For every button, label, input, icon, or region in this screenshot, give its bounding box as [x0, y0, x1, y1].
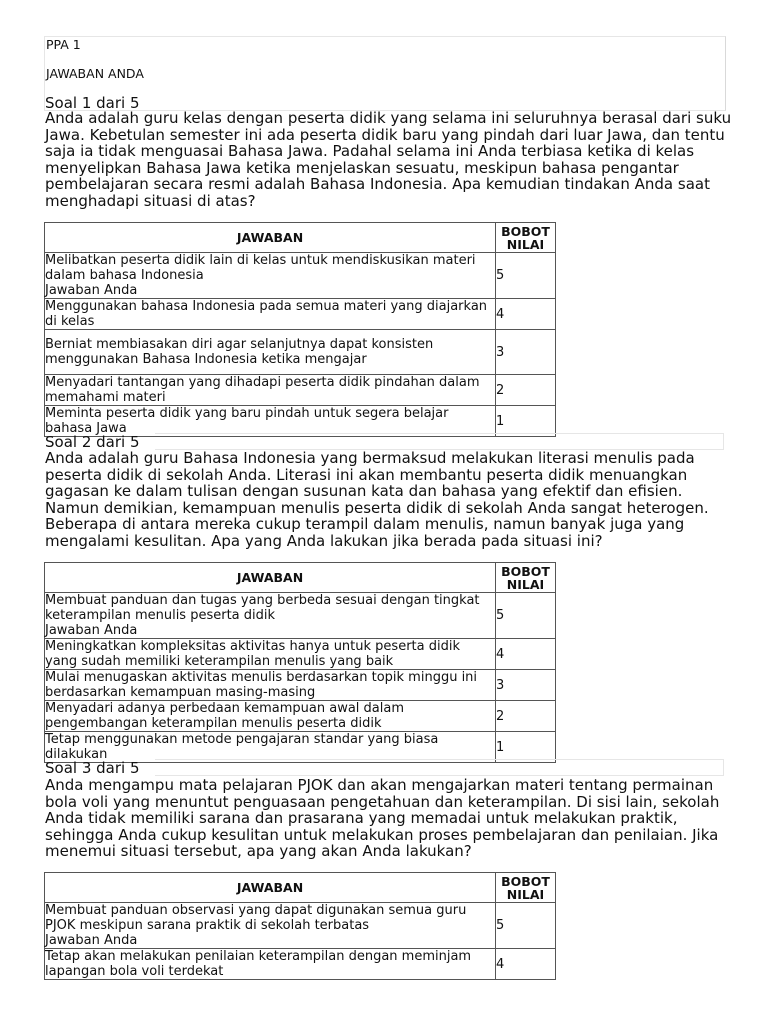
- option-text: Meningkatkan kompleksitas aktivitas hanya untuk peserta didik yang sudah memiliki keterampilan menulis yang baik: [45, 639, 496, 670]
- col-header-answer: JAWABAN: [45, 223, 496, 253]
- option-text: Melibatkan peserta didik lain di kelas untuk mendiskusikan materi dalam bahasa Indonesia Jawaban Anda: [45, 253, 496, 299]
- table-row: [45, 701, 556, 732]
- col-header-answer: JAWABAN: [45, 563, 496, 593]
- option-score: 5: [496, 593, 556, 639]
- question-label: Soal 3 dari 5: [45, 759, 140, 777]
- option-score: 4: [496, 949, 556, 980]
- option-text: Menggunakan bahasa Indonesia pada semua materi yang diajarkan di kelas: [45, 299, 496, 330]
- col-header-answer: JAWABAN: [45, 873, 496, 903]
- option-score: 5: [496, 253, 556, 299]
- table-row: [45, 253, 556, 299]
- question-label: Soal 1 dari 5: [45, 94, 140, 112]
- answer-table: [44, 872, 556, 980]
- option-text: Membuat panduan observasi yang dapat digunakan semua guru PJOK meskipun sarana praktik di sekolah terbatas Jawaban Anda: [45, 903, 496, 949]
- option-text: Menyadari tantangan yang dihadapi peserta didik pindahan dalam memahami materi: [45, 375, 496, 406]
- col-header-score: BOBOT NILAI: [496, 223, 556, 253]
- selected-answer-note: Jawaban Anda: [45, 283, 138, 298]
- option-score: 2: [496, 701, 556, 732]
- option-text: Tetap akan melakukan penilaian keterampilan dengan meminjam lapangan bola voli terdekat: [45, 949, 496, 980]
- question-label-bar: [155, 759, 724, 776]
- question-label: Soal 2 dari 5: [45, 433, 140, 451]
- option-text: Menyadari adanya perbedaan kemampuan awal dalam pengembangan keterampilan menulis peserta didik: [45, 701, 496, 732]
- option-text: Mulai menugaskan aktivitas menulis berdasarkan topik minggu ini berdasarkan kemampuan masing-masing: [45, 670, 496, 701]
- option-score: 3: [496, 670, 556, 701]
- option-score: 4: [496, 639, 556, 670]
- question-text: Anda adalah guru kelas dengan peserta didik yang selama ini seluruhnya berasal dari suku Jawa. Kebetulan semester ini ada peserta didik baru yang pindah dari luar Jawa, dan tentu saja ia tidak menguasai Bahasa Jawa. Padahal selama ini Anda terbiasa ketika di kelas menyelipkan Bahasa Jawa ketika menjelaskan sesuatu, meskipun bahasa pengantar pembelajaran secara resmi adalah Bahasa Indonesia. Apa kemudian tindakan Anda saat menghadapi situasi di atas?: [45, 109, 732, 210]
- option-text: Membuat panduan dan tugas yang berbeda sesuai dengan tingkat keterampilan menulis peserta didik Jawaban Anda: [45, 593, 496, 639]
- option-score: 2: [496, 375, 556, 406]
- page-subtitle: JAWABAN ANDA: [46, 66, 144, 81]
- table-row: [45, 639, 556, 670]
- option-score: 1: [496, 406, 556, 437]
- table-row: [45, 593, 556, 639]
- question-text: Anda adalah guru Bahasa Indonesia yang bermaksud melakukan literasi menulis pada peserta didik di sekolah Anda. Literasi ini akan membantu peserta didik menuangkan gagasan ke dalam tulisan dengan susunan kata dan bahasa yang efektif dan efisien. Namun demikian, kemampuan menulis peserta didik di sekolah Anda sangat heterogen. Beberapa di antara mereka cukup terampil dalam menulis, namun banyak juga yang mengalami kesulitan. Apa yang Anda lakukan jika berada pada situasi ini?: [45, 449, 709, 550]
- option-text: Berniat membiasakan diri agar selanjutnya dapat konsisten menggunakan Bahasa Indonesia ketika mengajar: [45, 330, 496, 375]
- answer-table: [44, 222, 556, 437]
- selected-answer-note: Jawaban Anda: [45, 623, 138, 638]
- table-row: [45, 299, 556, 330]
- col-header-score: BOBOT NILAI: [496, 873, 556, 903]
- table-row: [45, 375, 556, 406]
- option-score: 5: [496, 903, 556, 949]
- option-score: 1: [496, 732, 556, 763]
- question-label-bar: [155, 433, 724, 450]
- option-text: Meminta peserta didik yang baru pindah untuk segera belajar bahasa Jawa: [45, 406, 496, 437]
- selected-answer-note: Jawaban Anda: [45, 933, 138, 948]
- table-row: [45, 670, 556, 701]
- option-text: Tetap menggunakan metode pengajaran standar yang biasa dilakukan: [45, 732, 496, 763]
- option-score: 4: [496, 299, 556, 330]
- table-row: [45, 330, 556, 375]
- answer-table: [44, 562, 556, 763]
- table-row: [45, 949, 556, 980]
- header-box: [44, 36, 726, 111]
- option-score: 3: [496, 330, 556, 375]
- page-title: PPA 1: [46, 37, 81, 52]
- table-row: [45, 732, 556, 763]
- question-text: Anda mengampu mata pelajaran PJOK dan akan mengajarkan materi tentang permainan bola voli yang menuntut penguasaan pengetahuan dan keterampilan. Di sisi lain, sekolah Anda tidak memiliki sarana dan prasarana yang memadai untuk melakukan praktik, sehingga Anda cukup kesulitan untuk melakukan proses pembelajaran dan penilaian. Jika menemui situasi tersebut, apa yang akan Anda lakukan?: [45, 776, 720, 861]
- table-row: [45, 903, 556, 949]
- table-row: [45, 406, 556, 437]
- col-header-score: BOBOT NILAI: [496, 563, 556, 593]
